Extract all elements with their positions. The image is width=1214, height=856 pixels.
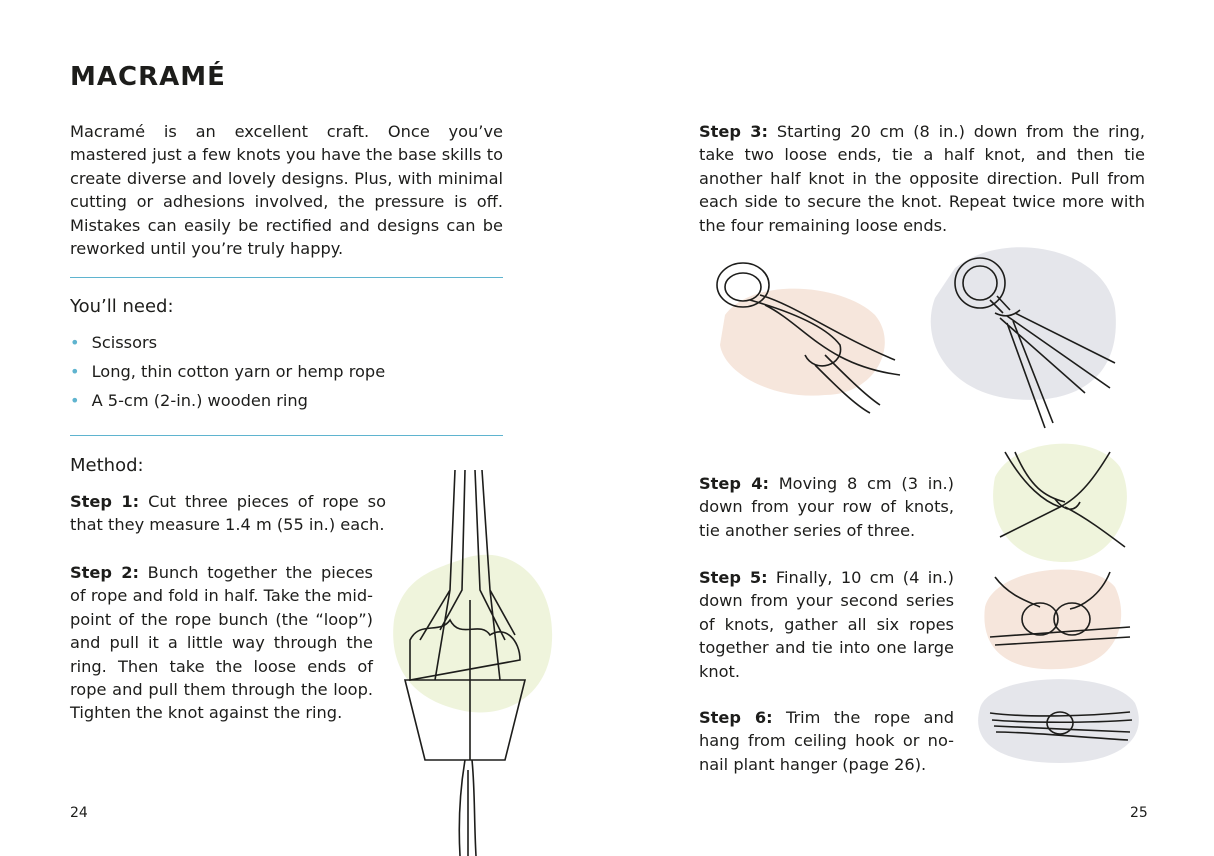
step-text: Starting 20 cm (8 in.) down from the ring, take two loose ends, tie a half knot, and then tie another half knot in the opposite direction. Pull from each side to secure the knot. Repeat twice more with the four remaining loose ends.	[699, 122, 1145, 235]
step-text: Moving 8 cm (3 in.) down from your row of knots, tie another series of three.	[699, 474, 954, 540]
step-label: Step 4:	[699, 474, 769, 493]
step-label: Step 1:	[70, 492, 140, 511]
step-label: Step 2:	[70, 563, 139, 582]
list-item-label: Long, thin cotton yarn or hemp rope	[91, 362, 386, 381]
step-label: Step 6:	[699, 708, 773, 727]
step-5	[699, 566, 954, 683]
needs-list	[70, 331, 385, 418]
step-text: Cut three pieces of rope so that they measure 1.4 m (55 in.) each.	[70, 492, 386, 535]
step-label: Step 5:	[699, 568, 768, 587]
intro-paragraph: Macramé is an excellent craft. Once you’ve mastered just a few knots you have the base skills to create diverse and lovely designs. Plus, with minimal cutting or adhesions involved, the pressure is off. Mistakes can easily be rectified and designs can be reworked until you’re truly happy.	[70, 122, 503, 259]
bullet-icon: •	[70, 362, 80, 381]
page-number-left: 24	[70, 805, 88, 821]
step-text: Bunch together the pieces of rope and fold in half. Take the mid-point of the rope bunch (the “loop”) and pull it a little way through the ring. Then take the loose ends of rope and pull them through the loop. Tighten the knot against the ring.	[70, 563, 373, 723]
step-text: Trim the rope and hang from ceiling hook or no-nail plant hanger (page 26).	[699, 708, 954, 774]
knot-row-illustration	[985, 437, 1135, 567]
bullet-icon: •	[70, 333, 80, 352]
step-label: Step 3:	[699, 122, 769, 141]
list-item-label: Scissors	[91, 333, 158, 352]
square-knot-illustration	[980, 557, 1140, 677]
step-3	[699, 120, 1145, 237]
needs-heading: You’ll need:	[70, 296, 174, 317]
list-item	[70, 389, 385, 418]
page-title: MACRAMÉ	[70, 62, 226, 92]
list-item-label: A 5-cm (2-in.) wooden ring	[91, 391, 308, 410]
list-item	[70, 360, 385, 389]
step-2	[70, 561, 373, 725]
step-1	[70, 490, 386, 537]
method-heading: Method:	[70, 455, 144, 476]
bullet-icon: •	[70, 391, 80, 410]
divider	[70, 277, 503, 278]
large-knot-illustration	[970, 668, 1145, 768]
step-text: Finally, 10 cm (4 in.) down from your second series of knots, gather all six ropes together and tie into one large knot.	[699, 568, 954, 681]
step-6	[699, 706, 954, 776]
page-number-right: 25	[1130, 805, 1148, 821]
list-item	[70, 331, 385, 360]
half-knot-illustration-1	[705, 255, 905, 415]
step-4	[699, 472, 954, 542]
half-knot-illustration-2	[925, 238, 1125, 428]
plant-hanger-illustration	[380, 470, 560, 856]
divider	[70, 435, 503, 436]
